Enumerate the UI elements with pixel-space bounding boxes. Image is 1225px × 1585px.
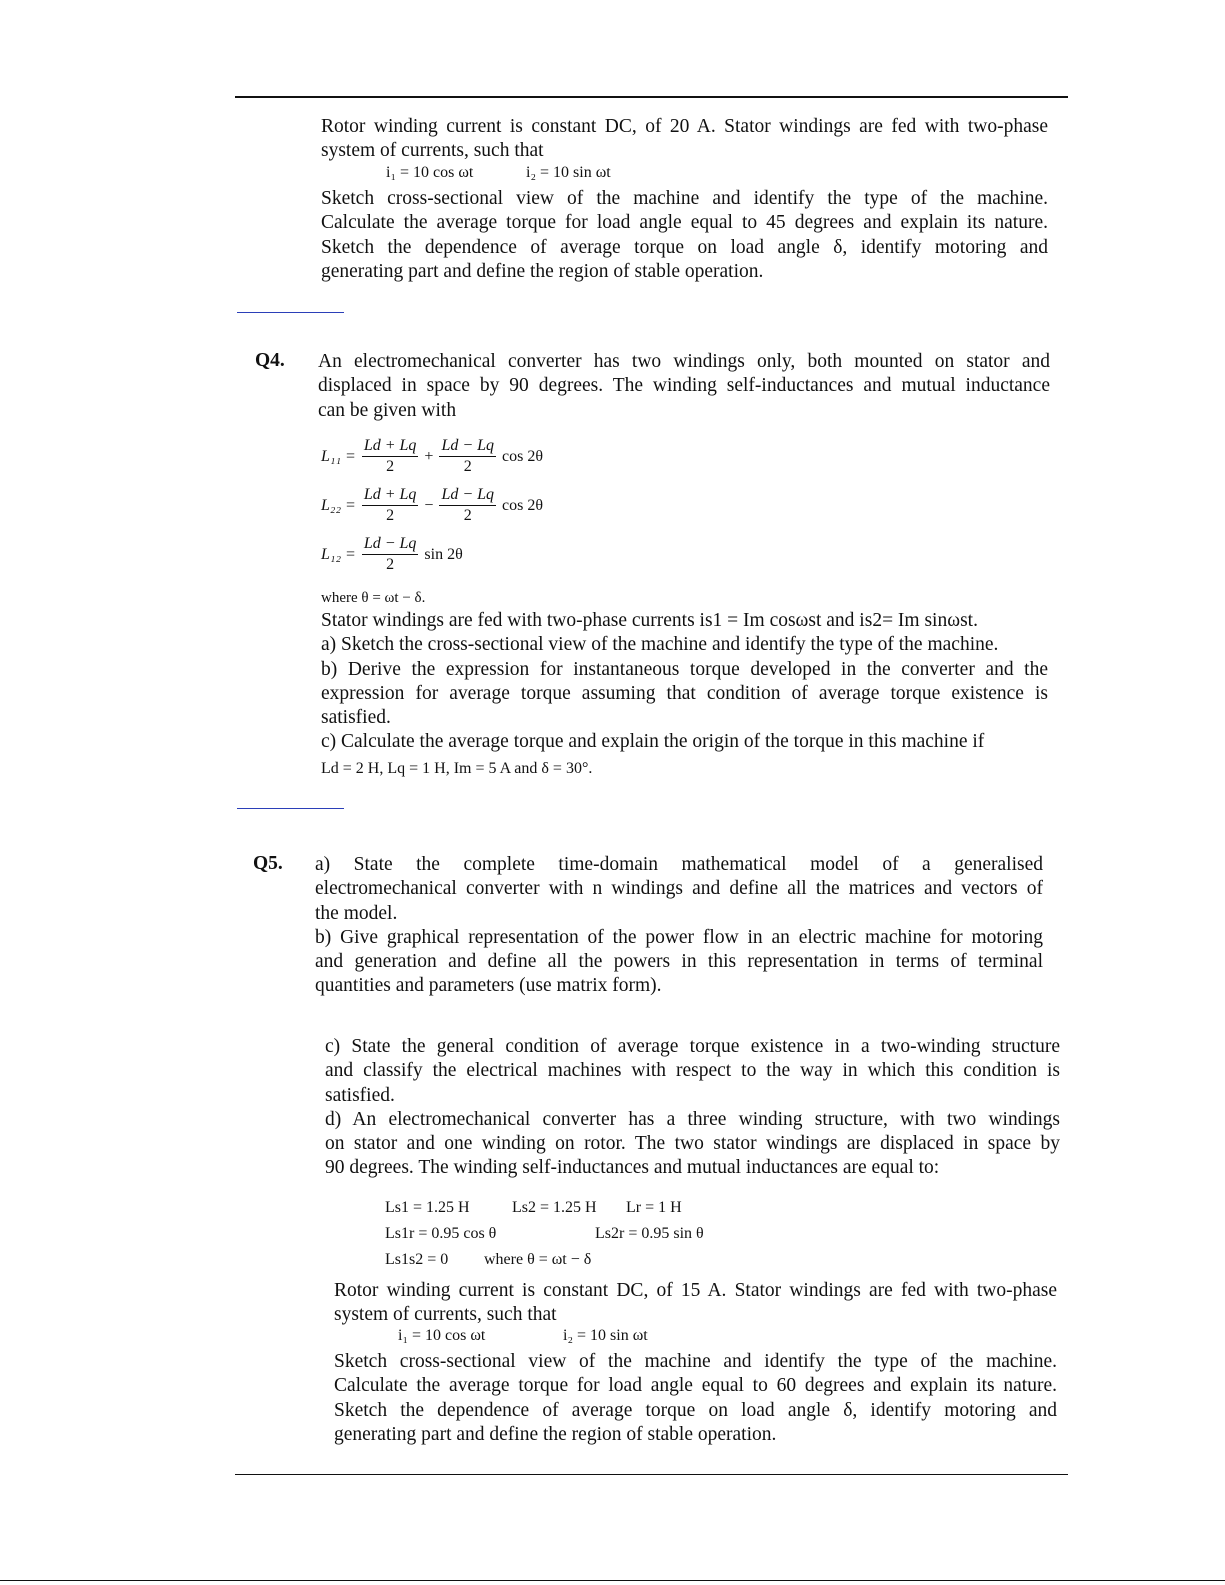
numerator: Ld + Lq bbox=[362, 436, 419, 457]
text-line: a) State the complete time-domain mathematical model of a generalised bbox=[315, 854, 1043, 875]
footer-rule bbox=[235, 1474, 1068, 1475]
question-label-q5: Q5. bbox=[253, 853, 283, 874]
numerator: Ld − Lq bbox=[362, 534, 419, 555]
fraction bbox=[362, 534, 419, 575]
equation-l22 bbox=[321, 485, 543, 526]
link-underline[interactable] bbox=[237, 312, 344, 313]
text-line: b) Give graphical representation of the power flow in an electric machine for motoring bbox=[315, 926, 1043, 948]
text-line: on stator and one winding on rotor. The two stator windings are displaced in space by bbox=[325, 1133, 1060, 1155]
denominator: 2 bbox=[463, 507, 472, 524]
fraction bbox=[439, 485, 496, 526]
current-i2: i₂ = 10 sin ωt bbox=[526, 164, 611, 181]
current-i2: i₂ = 10 sin ωt bbox=[563, 1327, 648, 1344]
fraction bbox=[362, 485, 419, 526]
operator: + bbox=[424, 447, 434, 465]
text-line: Calculate the average torque for load angle equal to 60 degrees and explain its nature. bbox=[334, 1375, 1057, 1397]
denominator: 2 bbox=[386, 458, 395, 475]
inductance-ls2r: Ls2r = 0.95 sin θ bbox=[595, 1225, 704, 1242]
denominator: 2 bbox=[463, 458, 472, 475]
text-line: Rotor winding current is constant DC, of 20 A. Stator windings are fed with two-phase bbox=[321, 116, 1048, 137]
text-line: Sketch the dependence of average torque on load angle δ, identify motoring and bbox=[334, 1399, 1057, 1421]
page-edge-rule bbox=[0, 1580, 1225, 1581]
top-paragraph bbox=[321, 115, 1048, 164]
fraction bbox=[439, 436, 496, 477]
text-line: satisfied. bbox=[321, 707, 391, 729]
text-line: and generation and define all the powers in this representation in terms of terminal bbox=[315, 951, 1043, 973]
where-theta: where θ = ωt − δ. bbox=[321, 590, 426, 606]
eq-tail: cos 2θ bbox=[502, 496, 544, 514]
eq-tail: cos 2θ bbox=[502, 447, 544, 465]
fraction bbox=[362, 436, 419, 477]
denominator: 2 bbox=[386, 507, 395, 524]
text-line: and classify the electrical machines with respect to the way in which this condition is bbox=[325, 1060, 1060, 1082]
text-line: Calculate the average torque for load angle equal to 45 degrees and explain its nature. bbox=[321, 212, 1048, 234]
inductance-lr: Lr = 1 H bbox=[626, 1199, 682, 1216]
text-line: generating part and define the region of stable operation. bbox=[334, 1423, 777, 1445]
equation-l11 bbox=[321, 436, 543, 477]
text-line: electromechanical converter with n windings and define all the matrices and vectors of bbox=[315, 878, 1043, 900]
text-line: satisfied. bbox=[325, 1084, 395, 1106]
text-line: 90 degrees. The winding self-inductances and mutual inductances are equal to: bbox=[325, 1157, 940, 1179]
text-line: c) State the general condition of average torque existence in a two-winding structure bbox=[325, 1036, 1060, 1057]
q5-rotor-paragraph bbox=[334, 1279, 1057, 1328]
operator: − bbox=[424, 496, 434, 514]
numerator: Ld − Lq bbox=[439, 485, 496, 506]
text-line: quantities and parameters (use matrix form). bbox=[315, 975, 662, 997]
numerator: Ld + Lq bbox=[362, 485, 419, 506]
text-line: c) Calculate the average torque and explain the origin of the torque in this machine if bbox=[321, 731, 985, 753]
text-line: Sketch the dependence of average torque on load angle δ, identify motoring and bbox=[321, 236, 1048, 258]
text-line: a) Sketch the cross-sectional view of the machine and identify the type of the machine. bbox=[321, 634, 999, 656]
text-line: displaced in space by 90 degrees. The winding self-inductances and mutual inductance bbox=[318, 375, 1050, 397]
top-paragraph-2 bbox=[321, 187, 1048, 284]
q4-given-values: Ld = 2 H, Lq = 1 H, Im = 5 A and δ = 30°. bbox=[321, 760, 593, 777]
inductance-ls1r: Ls1r = 0.95 cos θ bbox=[385, 1225, 497, 1242]
text-line: Stator windings are fed with two-phase currents is1 = Im cosωst and is2= Im sinωst. bbox=[321, 610, 978, 631]
text-line: Sketch cross-sectional view of the machine and identify the type of the machine. bbox=[321, 188, 1048, 209]
q5-part-c-d bbox=[325, 1035, 1060, 1181]
header-rule bbox=[235, 96, 1068, 98]
current-i1: i₁ = 10 cos ωt bbox=[386, 164, 474, 181]
q5-part-a-b bbox=[315, 853, 1043, 999]
text-line: system of currents, such that bbox=[334, 1304, 557, 1326]
text-line: expression for average torque assuming that condition of average torque existence is bbox=[321, 682, 1048, 704]
eq-lhs: L₂₂ = bbox=[321, 496, 356, 514]
eq-lhs: L₁₂ = bbox=[321, 545, 356, 563]
eq-tail: sin 2θ bbox=[424, 545, 463, 563]
current-i1: i₁ = 10 cos ωt bbox=[398, 1327, 486, 1344]
text-line: Rotor winding current is constant DC, of 15 A. Stator windings are fed with two-phase bbox=[334, 1280, 1057, 1301]
text-line: can be given with bbox=[318, 399, 457, 421]
where-theta: where θ = ωt − δ bbox=[484, 1251, 592, 1268]
text-line: d) An electromechanical converter has a three winding structure, with two windings bbox=[325, 1108, 1060, 1130]
equation-l12 bbox=[321, 534, 463, 575]
text-line: generating part and define the region of stable operation. bbox=[321, 260, 764, 282]
text-line: the model. bbox=[315, 902, 398, 924]
link-underline[interactable] bbox=[237, 808, 344, 809]
inductance-ls1: Ls1 = 1.25 H bbox=[385, 1199, 470, 1216]
text-line: Sketch cross-sectional view of the machine and identify the type of the machine. bbox=[334, 1351, 1057, 1372]
denominator: 2 bbox=[386, 556, 395, 573]
q4-intro bbox=[318, 350, 1050, 423]
text-line: b) Derive the expression for instantaneous torque developed in the converter and the bbox=[321, 658, 1048, 680]
text-line: An electromechanical converter has two windings only, both mounted on stator and bbox=[318, 351, 1050, 372]
numerator: Ld − Lq bbox=[439, 436, 496, 457]
eq-lhs: L₁₁ = bbox=[321, 447, 356, 465]
question-label-q4: Q4. bbox=[255, 350, 285, 371]
inductance-ls2: Ls2 = 1.25 H bbox=[512, 1199, 597, 1216]
q5-final-paragraph bbox=[334, 1350, 1057, 1447]
inductance-ls1s2: Ls1s2 = 0 bbox=[385, 1251, 449, 1268]
q4-body bbox=[321, 609, 1048, 755]
text-line: system of currents, such that bbox=[321, 140, 544, 162]
